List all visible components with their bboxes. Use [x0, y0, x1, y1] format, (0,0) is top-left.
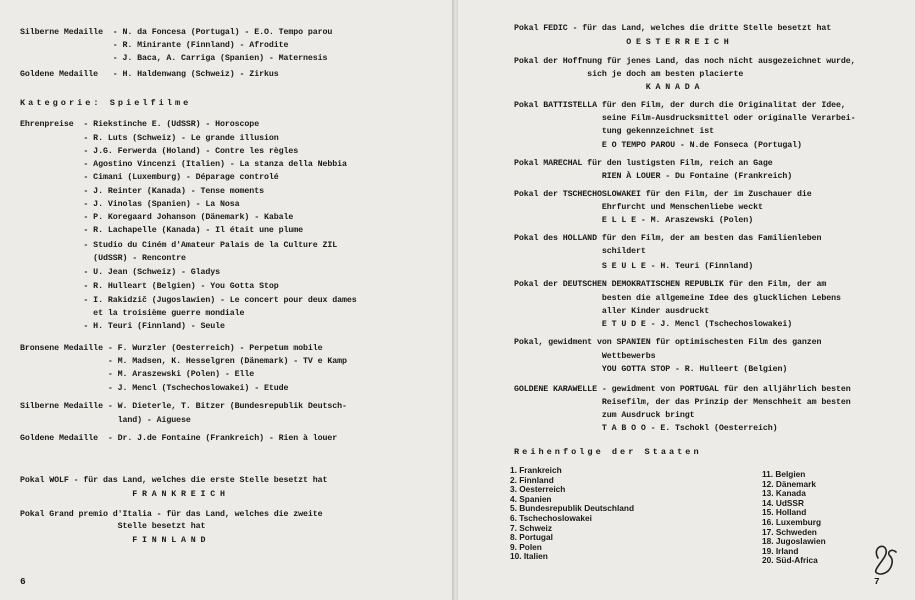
left-line: - R. Luts (Schweiz) - Le grande illusion	[20, 134, 279, 143]
left-line: Goldene Medaille - H. Haldenwang (Schweiz) - Zirkus	[20, 70, 279, 79]
right-line: E T U D E - J. Mencl (Tschechoslowakei)	[514, 320, 793, 329]
right-line: E L L E - M. Araszewski (Polen)	[514, 216, 754, 225]
left-line: - I. Rakidzič (Jugoslawien) - Le concert pour deux dames	[20, 296, 357, 305]
ranking-item: 3. Oesterreich	[510, 484, 566, 495]
right-line: YOU GOTTA STOP - R. Hulleert (Belgien)	[514, 365, 788, 374]
ranking-item: 17. Schweden	[762, 526, 817, 537]
ranking-item: 6. Tschechoslowakei	[510, 512, 592, 523]
right-line: Pokal des HOLLAND für den Film, der am besten das Familienleben	[514, 234, 822, 243]
left-line: - Studio du Ciném d'Amateur Palais de la Culture ZIL	[20, 241, 338, 250]
left-line: - P. Koregaard Johanson (Dänemark) - Kabale	[20, 213, 294, 222]
right-line: O E S T E R R E I C H	[514, 38, 729, 47]
right-page	[458, 0, 915, 600]
ranking-item: 4. Spanien	[510, 493, 552, 504]
ranking-item: 5. Bundesrepublik Deutschland	[510, 503, 635, 514]
ranking-item: 12. Dänemark	[762, 478, 816, 489]
left-line: F R A N K R E I C H	[20, 490, 225, 499]
ranking-item: 19. Irland	[762, 545, 799, 556]
page-number-right: 7	[874, 576, 880, 587]
left-line: - R. Lachapelle (Kanada) - Il était une plume	[20, 226, 303, 235]
left-line: Pokal Grand premio d'Italia - für das Land, welches die zweite	[20, 510, 323, 519]
ranking-item: 9. Polen	[510, 541, 542, 552]
left-line: - U. Jean (Schweiz) - Gladys	[20, 268, 221, 277]
right-line: E O TEMPO PAROU - N.de Fonseca (Portugal)	[514, 141, 802, 150]
right-line: Reihenfolge der Staaten	[514, 447, 702, 457]
left-line: - R. Minirante (Finnland) - Afrodite	[20, 41, 289, 50]
ranking-item: 14. UdSSR	[762, 497, 804, 508]
left-line: - J. Reinter (Kanada) - Tense moments	[20, 187, 264, 196]
left-line: - J. Mencl (Tschechoslowakei) - Etude	[20, 384, 289, 393]
left-line: - J. Vinolas (Spanien) - La Nosa	[20, 200, 240, 209]
right-line: seine Film-Ausdrucksmittel oder originalle Verarbei-	[514, 114, 856, 123]
left-line: et la troisième guerre mondiale	[20, 309, 245, 318]
ranking-list-11-20	[762, 470, 826, 566]
right-line: K A N A D A	[514, 83, 700, 92]
left-line: F I N N L A N D	[20, 536, 206, 545]
ranking-item: 13. Kanada	[762, 488, 806, 499]
left-line: Pokal WOLF - für das Land, welches die erste Stelle besetzt hat	[20, 476, 328, 485]
right-line: T A B O O - E. Tschokl (Oesterreich)	[514, 424, 778, 433]
right-line: schildert	[514, 247, 646, 256]
ranking-list-1-10	[510, 466, 634, 562]
right-line: Ehrfurcht und Menschenliebe weckt	[514, 203, 763, 212]
left-page	[0, 0, 452, 600]
left-line: - J. Baca, A. Carriga (Spanien) - Maternesis	[20, 54, 328, 63]
ranking-item: 16. Luxemburg	[762, 516, 822, 527]
right-line: GOLDENE KARAWELLE - gewidment von PORTUGAL für den alljährlich besten	[514, 385, 851, 394]
right-line: besten die allgemeine Idee des glucklichen Lebens	[514, 294, 841, 303]
left-line: - H. Teuri (Finnland) - Seule	[20, 322, 225, 331]
left-line: - R. Hulleart (Belgien) - You Gotta Stop	[20, 282, 279, 291]
right-line: RIEN À LOUER - Du Fontaine (Frankreich)	[514, 172, 793, 181]
left-line: Kategorie: Spielfilme	[20, 98, 192, 108]
ranking-item: 18. Jugoslawien	[762, 536, 826, 547]
right-line: Reisefilm, der das Prinzip der Menschheit am besten	[514, 398, 851, 407]
handwritten-signature-mark	[870, 538, 900, 578]
ranking-item: 2. Finnland	[510, 474, 554, 485]
left-line: land) - Aiguese	[20, 416, 191, 425]
ranking-item: 15. Holland	[762, 507, 807, 518]
right-line: Pokal MARECHAL für den lustigsten Film, reich an Gage	[514, 159, 773, 168]
left-line: Ehrenpreise - Riekstinche E. (UdSSR) - Horoscope	[20, 120, 260, 129]
ranking-item: 20. Süd-Africa	[762, 555, 818, 566]
ranking-item: 10. Italien	[510, 551, 548, 562]
page-number-left: 6	[20, 576, 26, 587]
right-line: S E U L E - H. Teuri (Finnland)	[514, 262, 754, 271]
ranking-item: 8. Portugal	[510, 532, 553, 543]
left-line: (UdSSR) - Rencontre	[20, 254, 186, 263]
left-line: Silberne Medaille - N. da Foncesa (Portugal) - E.O. Tempo parou	[20, 28, 333, 37]
left-line: Bronsene Medaille - F. Wurzler (Oesterreich) - Perpetum mobile	[20, 344, 323, 353]
right-line: Pokal der Hoffnung für jenes Land, das noch nicht ausgezeichnet wurde,	[514, 57, 856, 66]
ranking-item: 7. Schweiz	[510, 522, 552, 533]
right-line: tung gekennzeichnet ist	[514, 127, 715, 136]
right-line: Pokal der TSCHECHOSLOWAKEI für den Film, der im Zuschauer die	[514, 190, 812, 199]
left-line: - Cimani (Luxemburg) - Déparage controlé	[20, 173, 279, 182]
right-line: Pokal BATTISTELLA für den Film, der durch die Originalitat der Idee,	[514, 101, 846, 110]
left-line: - Agostino Vincenzi (Italien) - La stanza della Nebbia	[20, 160, 347, 169]
right-line: aller Kinder ausdruckt	[514, 307, 710, 316]
right-line: Pokal FEDIC - für das Land, welches die dritte Stelle besetzt hat	[514, 24, 832, 33]
left-line: Silberne Medaille - W. Dieterle, T. Bitzer (Bundesrepublik Deutsch-	[20, 402, 347, 411]
right-line: Wettbewerbs	[514, 352, 656, 361]
left-line: Stelle besetzt hat	[20, 522, 206, 531]
right-line: Pokal der DEUTSCHEN DEMOKRATISCHEN REPUBLIK für den Film, der am	[514, 280, 827, 289]
ranking-item: 1. Frankreich	[510, 465, 562, 475]
left-line: - M. Araszewski (Polen) - Elle	[20, 370, 255, 379]
right-line: Pokal, gewidment von SPANIEN für optimischesten Film des ganzen	[514, 338, 822, 347]
right-line: zum Ausdruck bringt	[514, 411, 695, 420]
left-line: Goldene Medaille - Dr. J.de Fontaine (Frankreich) - Rien à louer	[20, 434, 338, 443]
left-line: - M. Madsen, K. Hesselgren (Dänemark) - TV e Kamp	[20, 357, 347, 366]
ranking-item: 11. Belgien	[762, 469, 806, 479]
right-line: sich je doch am besten placierte	[514, 70, 744, 79]
left-line: - J.G. Ferwerda (Holand) - Contre les règles	[20, 147, 299, 156]
